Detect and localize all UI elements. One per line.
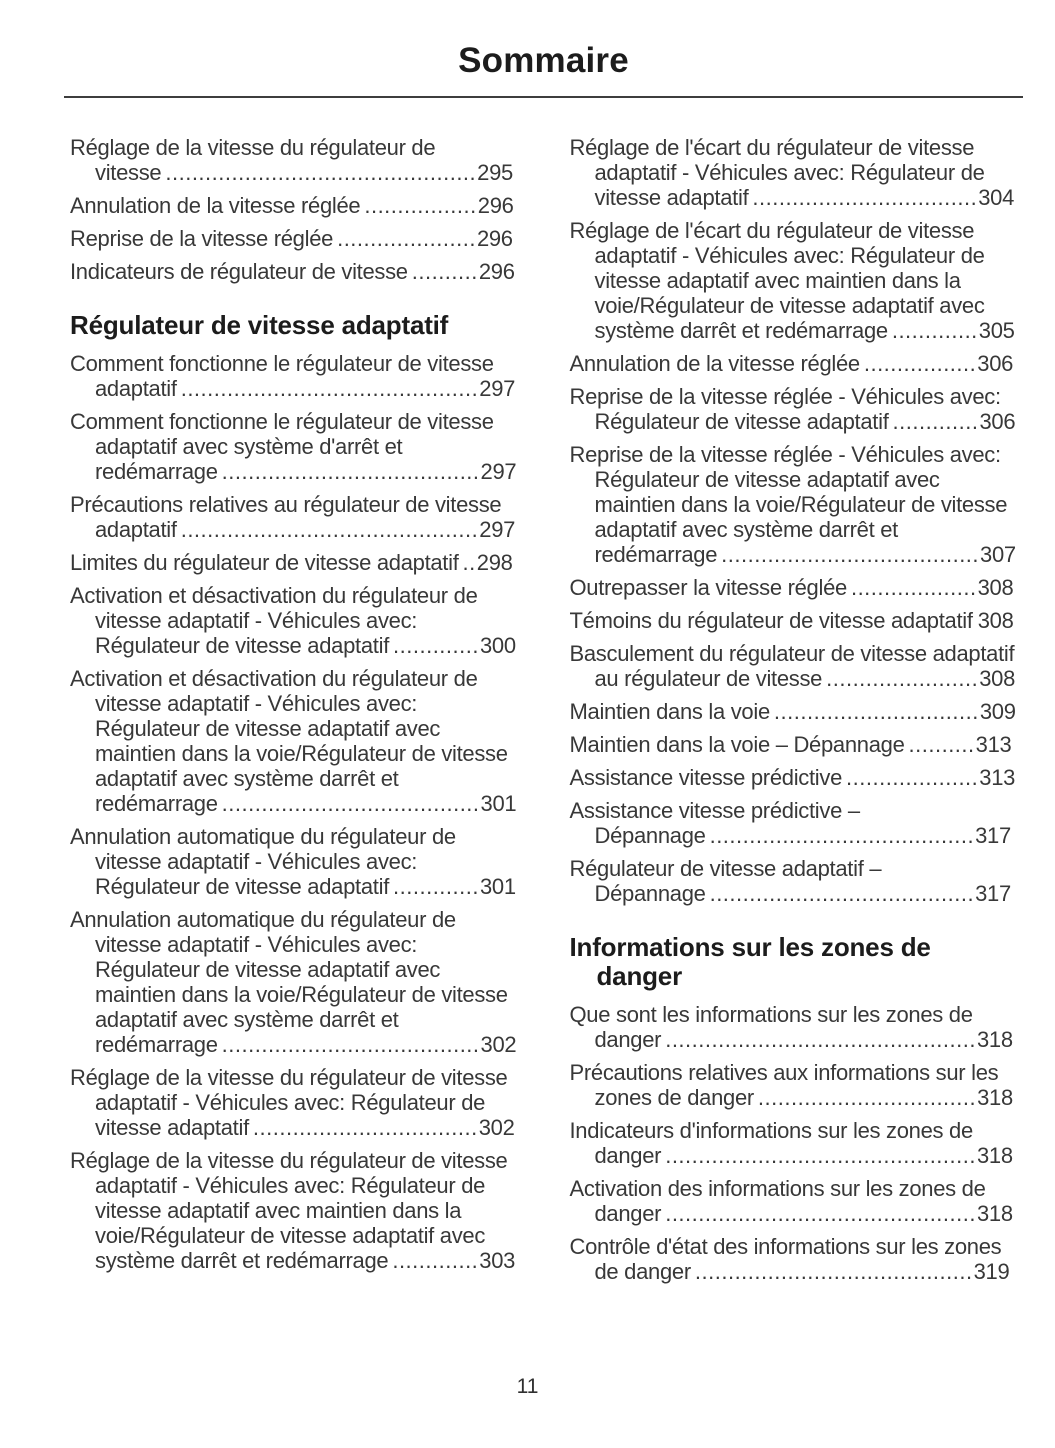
dot-leader-dots: ............................... bbox=[773, 698, 979, 724]
toc-entry-label: Activation et désactivation du régulateur de vitesse adaptatif - Véhicules avec: Régulateur de vitesse adaptatif bbox=[70, 582, 478, 658]
toc-entry-page-number: 318 bbox=[976, 1200, 1013, 1226]
toc-entry-leader bbox=[706, 881, 1011, 906]
toc-entry bbox=[570, 798, 1017, 848]
toc-entry-page-number: 318 bbox=[976, 1142, 1013, 1168]
toc-entry-page-number: 302 bbox=[480, 1031, 517, 1057]
toc-entry-leader bbox=[754, 1085, 1013, 1110]
toc-entry-leader bbox=[177, 517, 515, 542]
dot-leader-dots: ............................................... bbox=[665, 1142, 976, 1168]
toc-entry-page-number: 318 bbox=[976, 1026, 1013, 1052]
toc-entry-leader bbox=[661, 1027, 1013, 1052]
toc-entry-page-number: 317 bbox=[975, 822, 1011, 848]
toc-entry-leader bbox=[389, 633, 516, 658]
toc-entry-group bbox=[70, 135, 517, 284]
toc-column-left bbox=[70, 135, 517, 1281]
toc-entry-label: Réglage de l'écart du régulateur de vitesse adaptatif - Véhicules avec: Régulateur de vitesse adaptatif bbox=[569, 134, 985, 210]
toc-entry-label: Reprise de la vitesse réglée bbox=[70, 225, 334, 251]
dot-leader-dots: .................................. bbox=[252, 1114, 478, 1140]
dot-leader-dots: .......... bbox=[908, 731, 975, 757]
toc-entry-page-number: 309 bbox=[979, 698, 1016, 724]
toc-entry-leader bbox=[905, 732, 1012, 757]
toc-entry-label: Activation des informations sur les zones de danger bbox=[569, 1175, 986, 1226]
dot-leader-dots: ........................................ bbox=[709, 822, 975, 848]
toc-entry-label: Témoins du régulateur de vitesse adaptatif bbox=[569, 607, 973, 633]
toc-entry-leader bbox=[847, 575, 1013, 600]
toc-entry-page-number: 302 bbox=[478, 1114, 515, 1140]
toc-entry bbox=[570, 1176, 1017, 1226]
toc-columns bbox=[64, 98, 1023, 1292]
toc-entry-page-number: 300 bbox=[479, 632, 516, 658]
dot-leader-dots: ................. bbox=[863, 350, 977, 376]
toc-entry-leader bbox=[218, 791, 517, 816]
toc-entry bbox=[570, 699, 1017, 724]
dot-leader-dots: ............................................... bbox=[665, 1026, 976, 1052]
toc-entry-leader bbox=[822, 666, 1015, 691]
dot-leader-dots: ........................................ bbox=[709, 880, 975, 906]
toc-entry-page-number: 306 bbox=[977, 350, 1014, 376]
toc-entry-page-number: 318 bbox=[977, 1084, 1013, 1110]
toc-entry-group bbox=[570, 135, 1017, 906]
dot-leader-dots: .. bbox=[462, 549, 476, 575]
dot-leader-dots: ................... bbox=[850, 574, 977, 600]
dot-leader-dots: ..................... bbox=[337, 225, 476, 251]
toc-entry-page-number: 298 bbox=[476, 549, 513, 575]
toc-entry-leader bbox=[177, 376, 515, 401]
toc-column-right bbox=[570, 135, 1017, 1292]
toc-entry-leader bbox=[360, 193, 513, 218]
dot-leader-dots: ....................................... bbox=[221, 1031, 480, 1057]
toc-entry-page-number: 307 bbox=[980, 541, 1016, 567]
dot-leader-dots: ............................................. bbox=[180, 375, 479, 401]
toc-entry-leader bbox=[661, 1201, 1013, 1226]
toc-entry bbox=[70, 193, 517, 218]
toc-entry-page-number: 305 bbox=[978, 317, 1015, 343]
dot-leader-dots: .................................. bbox=[752, 184, 978, 210]
toc-entry-leader bbox=[973, 608, 1014, 633]
toc-entry-label: Reprise de la vitesse réglée - Véhicules avec: Régulateur de vitesse adaptatif bbox=[569, 383, 1001, 434]
toc-entry-label: Assistance vitesse prédictive bbox=[569, 764, 843, 790]
toc-entry-leader bbox=[388, 1248, 515, 1273]
toc-entry bbox=[70, 907, 517, 1057]
dot-leader-dots: ................. bbox=[364, 192, 477, 218]
toc-entry-page-number: 319 bbox=[973, 1258, 1010, 1284]
dot-leader-dots: ....................................... bbox=[721, 541, 980, 567]
toc-entry-label: Maintien dans la voie bbox=[569, 698, 770, 724]
toc-entry bbox=[570, 608, 1017, 633]
toc-entry bbox=[570, 1118, 1017, 1168]
toc-entry-page-number: 303 bbox=[479, 1247, 516, 1273]
dot-leader-dots: .................... bbox=[846, 764, 979, 790]
section-heading: Régulateur de vitesse adaptatif bbox=[70, 309, 449, 340]
toc-entry-label: Assistance vitesse prédictive – Dépannage bbox=[569, 797, 860, 848]
dot-leader-dots: ....................... bbox=[826, 665, 979, 691]
toc-entry-label: Activation et désactivation du régulateur de vitesse adaptatif - Véhicules avec: Régulateur de vitesse adaptatif avec maintien dans la voie/Régulateur de vitesse adaptatif avec système darrêt et redémarrage bbox=[70, 665, 508, 816]
dot-leader-dots: ............................................... bbox=[165, 159, 477, 185]
toc-entry-page-number: 304 bbox=[978, 184, 1015, 210]
toc-entry-leader bbox=[161, 160, 513, 185]
toc-entry-label: Annulation de la vitesse réglée bbox=[70, 192, 361, 218]
toc-entry-leader bbox=[661, 1143, 1013, 1168]
dot-leader-dots: ....................................... bbox=[221, 790, 480, 816]
toc-entry-leader bbox=[249, 1115, 515, 1140]
toc-entry-leader bbox=[748, 185, 1014, 210]
dot-leader-dots: ............................................... bbox=[665, 1200, 976, 1226]
dot-leader-dots: ............. bbox=[393, 873, 479, 899]
toc-entry-leader bbox=[717, 542, 1016, 567]
dot-leader-dots: .......... bbox=[411, 258, 478, 284]
toc-entry bbox=[70, 351, 517, 401]
section-heading: Informations sur les zones de danger bbox=[569, 931, 931, 991]
dot-leader-dots: ............................................. bbox=[180, 516, 479, 542]
toc-entry bbox=[70, 583, 517, 658]
toc-entry-leader bbox=[842, 765, 1015, 790]
toc-entry-label: Réglage de la vitesse du régulateur de vitesse bbox=[70, 134, 436, 185]
toc-entry-leader bbox=[770, 699, 1016, 724]
toc-entry-leader bbox=[408, 259, 515, 284]
toc-entry bbox=[570, 442, 1017, 567]
toc-entry-page-number: 296 bbox=[478, 258, 515, 284]
toc-entry-leader bbox=[459, 550, 513, 575]
toc-entry bbox=[70, 550, 517, 575]
toc-entry-label: Réglage de la vitesse du régulateur de vitesse adaptatif - Véhicules avec: Régulateur de vitesse adaptatif bbox=[70, 1064, 508, 1140]
page-number: 11 bbox=[516, 1375, 539, 1398]
toc-entry-page-number: 313 bbox=[975, 731, 1012, 757]
toc-entry bbox=[70, 824, 517, 899]
toc-entry bbox=[570, 351, 1017, 376]
toc-entry-label: Annulation automatique du régulateur de vitesse adaptatif - Véhicules avec: Régulateur de vitesse adaptatif bbox=[70, 823, 456, 899]
dot-leader-dots: ....................................... bbox=[221, 458, 480, 484]
toc-entry-label: Limites du régulateur de vitesse adaptatif bbox=[70, 549, 459, 575]
toc-entry bbox=[570, 1060, 1017, 1110]
toc-entry bbox=[570, 856, 1017, 906]
toc-entry-leader bbox=[218, 459, 517, 484]
toc-entry-label: Maintien dans la voie – Dépannage bbox=[569, 731, 905, 757]
toc-entry bbox=[570, 1234, 1017, 1284]
toc-entry-label: Contrôle d'état des informations sur les zones de danger bbox=[569, 1233, 1002, 1284]
toc-entry-page-number: 301 bbox=[479, 873, 516, 899]
toc-entry bbox=[570, 1002, 1017, 1052]
toc-entry-page-number: 301 bbox=[480, 790, 517, 816]
toc-entry-label: Basculement du régulateur de vitesse adaptatif au régulateur de vitesse bbox=[569, 640, 1015, 691]
toc-entry-leader bbox=[333, 226, 513, 251]
toc-entry-leader bbox=[706, 823, 1011, 848]
toc-entry bbox=[70, 135, 517, 185]
dot-leader-dots: ............. bbox=[392, 1247, 479, 1273]
toc-entry-label: Comment fonctionne le régulateur de vitesse adaptatif avec système d'arrêt et redémarrage bbox=[70, 408, 494, 484]
toc-entry-page-number: 317 bbox=[975, 880, 1011, 906]
toc-entry-label: Indicateurs d'informations sur les zones de danger bbox=[569, 1117, 973, 1168]
dot-leader-dots: ............. bbox=[891, 317, 978, 343]
toc-entry-leader bbox=[889, 409, 1016, 434]
dot-leader-dots: ................................. bbox=[757, 1084, 977, 1110]
toc-entry bbox=[570, 135, 1017, 210]
toc-entry-leader bbox=[691, 1259, 1010, 1284]
toc-entry-page-number: 297 bbox=[479, 516, 516, 542]
toc-entry-label: Reprise de la vitesse réglée - Véhicules avec: Régulateur de vitesse adaptatif avec maintien dans la voie/Régulateur de vitesse adaptatif avec système darrêt et redémarrage bbox=[569, 441, 1008, 567]
toc-entry-page-number: 308 bbox=[977, 607, 1014, 633]
toc-entry-label: Que sont les informations sur les zones de danger bbox=[569, 1001, 973, 1052]
toc-entry-leader bbox=[888, 318, 1015, 343]
toc-entry-label: Réglage de l'écart du régulateur de vitesse adaptatif - Véhicules avec: Régulateur de vitesse adaptatif avec maintien dans la voie/Régulateur de vitesse adaptatif avec système darrêt et redémarrage bbox=[569, 217, 985, 343]
toc-entry bbox=[570, 732, 1017, 757]
toc-entry bbox=[570, 575, 1017, 600]
toc-entry-page-number: 296 bbox=[476, 225, 513, 251]
toc-entry bbox=[70, 226, 517, 251]
toc-entry bbox=[570, 384, 1017, 434]
toc-entry-leader bbox=[218, 1032, 517, 1057]
toc-entry bbox=[570, 641, 1017, 691]
toc-entry-page-number: 308 bbox=[977, 574, 1014, 600]
toc-entry bbox=[570, 218, 1017, 343]
toc-entry-group bbox=[70, 351, 517, 1273]
toc-entry-label: Annulation automatique du régulateur de vitesse adaptatif - Véhicules avec: Régulateur de vitesse adaptatif avec maintien dans la voie/Régulateur de vitesse adaptatif avec système darrêt et redémarrage bbox=[70, 906, 508, 1057]
dot-leader-dots: ............. bbox=[892, 408, 979, 434]
toc-entry bbox=[70, 409, 517, 484]
toc-entry-page-number: 306 bbox=[979, 408, 1016, 434]
dot-leader-dots: .......................................... bbox=[694, 1258, 973, 1284]
toc-entry-label: Réglage de la vitesse du régulateur de vitesse adaptatif - Véhicules avec: Régulateur de vitesse adaptatif avec maintien dans la voie/Régulateur de vitesse adaptatif avec système darrêt et redémarrage bbox=[70, 1147, 508, 1273]
toc-entry bbox=[570, 765, 1017, 790]
toc-entry-label: Comment fonctionne le régulateur de vitesse adaptatif bbox=[70, 350, 494, 401]
toc-entry-leader bbox=[860, 351, 1013, 376]
toc-entry bbox=[70, 666, 517, 816]
dot-leader-dots: ............. bbox=[393, 632, 479, 658]
toc-entry-group bbox=[570, 1002, 1017, 1284]
page-title: Sommaire bbox=[458, 41, 629, 80]
toc-entry-page-number: 297 bbox=[480, 458, 517, 484]
toc-entry-page-number: 295 bbox=[477, 159, 513, 185]
toc-entry bbox=[70, 259, 517, 284]
toc-entry-label: Régulateur de vitesse adaptatif – Dépannage bbox=[569, 855, 882, 906]
toc-entry-label: Annulation de la vitesse réglée bbox=[569, 350, 860, 376]
toc-entry-page-number: 296 bbox=[477, 192, 514, 218]
toc-entry-label: Précautions relatives au régulateur de vitesse adaptatif bbox=[70, 491, 502, 542]
toc-entry-leader bbox=[389, 874, 516, 899]
toc-entry bbox=[70, 492, 517, 542]
toc-entry-page-number: 308 bbox=[979, 665, 1016, 691]
toc-entry-label: Outrepasser la vitesse réglée bbox=[569, 574, 847, 600]
toc-entry-page-number: 313 bbox=[979, 764, 1016, 790]
toc-entry-label: Indicateurs de régulateur de vitesse bbox=[70, 258, 408, 284]
toc-entry-page-number: 297 bbox=[479, 375, 516, 401]
toc-entry bbox=[70, 1065, 517, 1140]
toc-entry-label: Précautions relatives aux informations sur les zones de danger bbox=[569, 1059, 999, 1110]
toc-entry bbox=[70, 1148, 517, 1273]
